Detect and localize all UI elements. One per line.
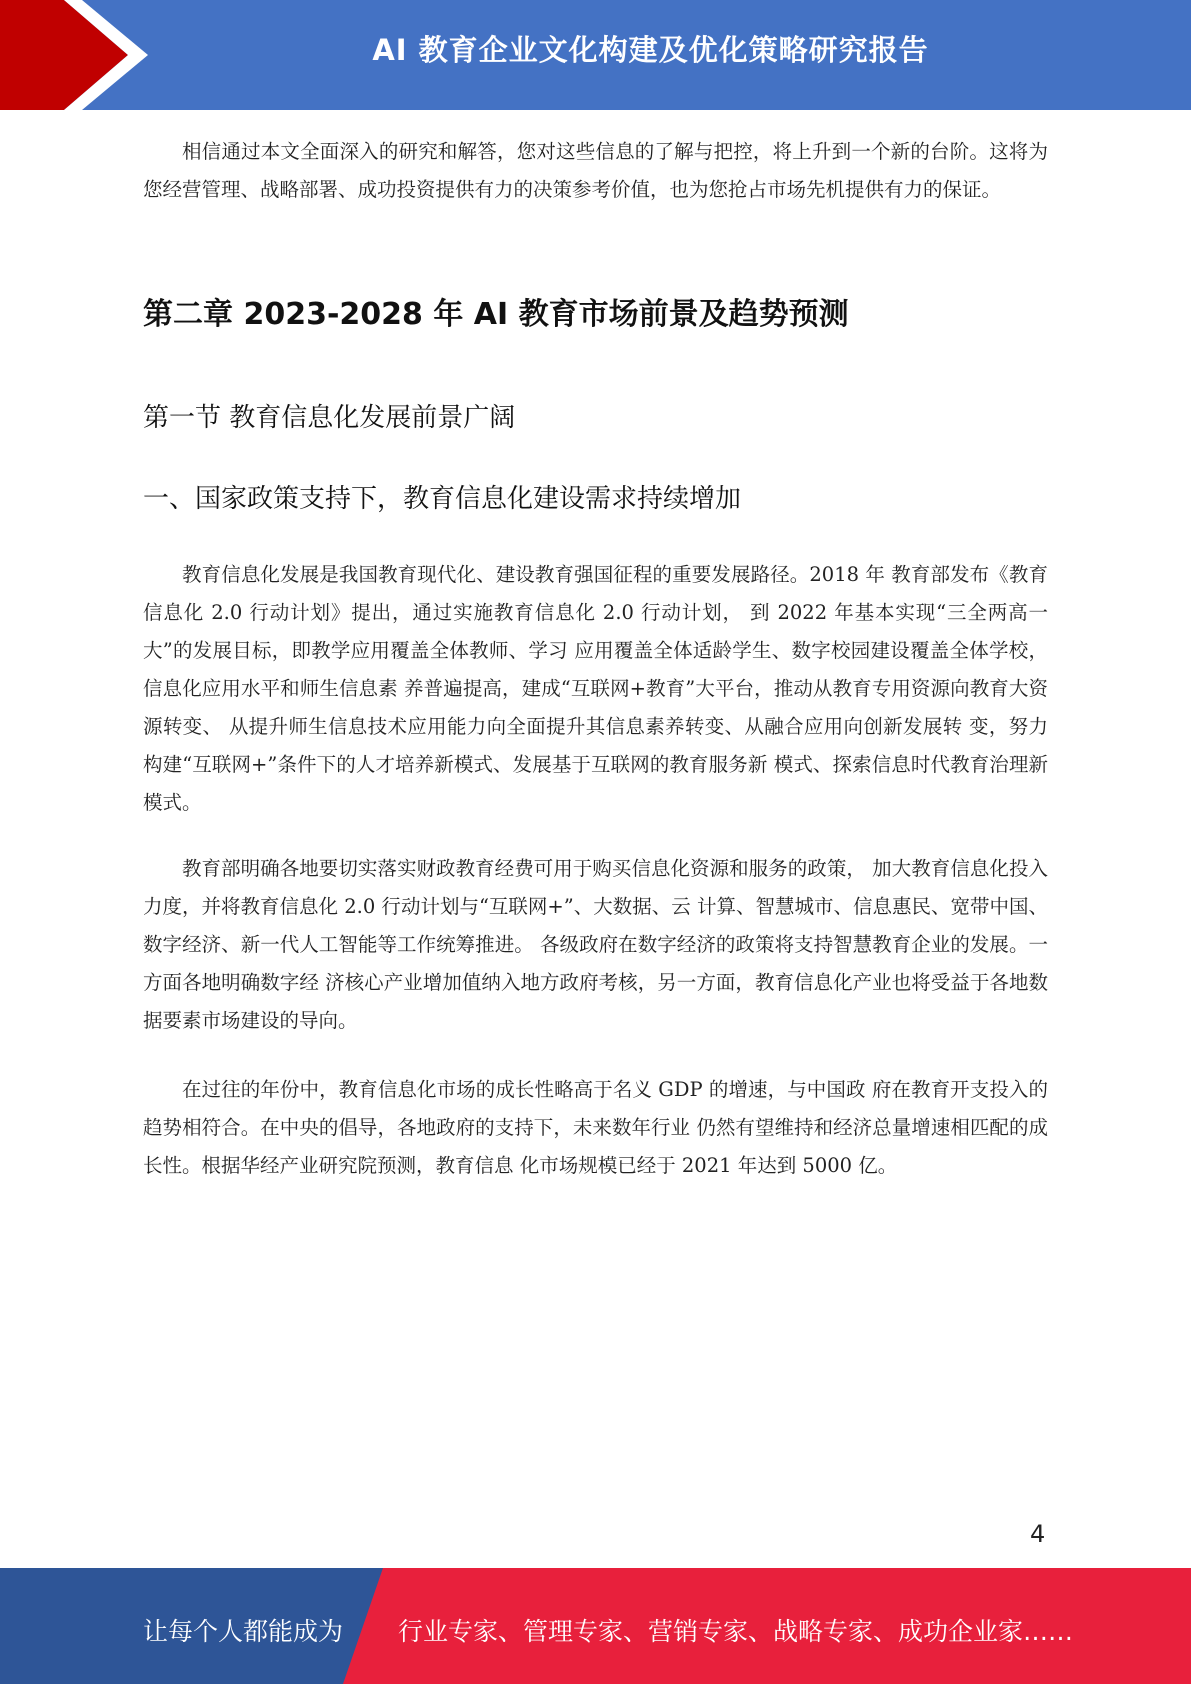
footer-slogan-right: 行业专家、管理专家、营销专家、战略专家、成功企业家……: [398, 1617, 1074, 1646]
footer-slogan-left: 让每个人都能成为: [143, 1617, 344, 1646]
body-paragraph-block: [143, 850, 1048, 1040]
page-number: 4: [1030, 1520, 1046, 1548]
body-paragraph-block: [143, 556, 1048, 822]
intro-paragraph: 相信通过本文全面深入的研究和解答，您对这些信息的了解与把控，将上升到一个新的台阶。这将为您经营管理、战略部署、成功投资提供有力的决策参考价值，也为您抢占市场先机提供有力的保证。: [143, 140, 1048, 201]
chapter-title: 第二章 2023-2028 年 AI 教育市场前景及趋势预测: [143, 297, 849, 332]
intro-block: [143, 133, 1048, 209]
body-paragraph: 教育信息化发展是我国教育现代化、建设教育强国征程的重要发展路径。2018 年 教育部发布《教育信息化 2.0 行动计划》提出，通过实施教育信息化 2.0 行动计划， 到 2022 年基本实现“三全两高一大”的发展目标，即教学应用覆盖全体教师、学习 应用覆盖全体适龄学生、数字校园建设覆盖全体学校，信息化应用水平和师生信息素 养普遍提高，建成“互联网+教育”大平台，推动从教育专用资源向教育大资源转变、 从提升师生信息技术应用能力向全面提升其信息素养转变、从融合应用向创新发展转 变，努力构建“互联网+”条件下的人才培养新模式、发展基于互联网的教育服务新 模式、探索信息时代教育治理新模式。: [143, 563, 1048, 814]
report-title: AI 教育企业文化构建及优化策略研究报告: [372, 33, 929, 67]
body-paragraph-block: [143, 1071, 1048, 1185]
subsection-title: 一、国家政策支持下，教育信息化建设需求持续增加: [143, 484, 742, 514]
body-paragraph: 教育部明确各地要切实落实财政教育经费可用于购买信息化资源和服务的政策， 加大教育信息化投入力度，并将教育信息化 2.0 行动计划与“互联网+”、大数据、云 计算、智慧城市、信息惠民、宽带中国、数字经济、新一代人工智能等工作统筹推进。 各级政府在数字经济的政策将支持智慧教育企业的发展。一方面各地明确数字经 济核心产业增加值纳入地方政府考核，另一方面，教育信息化产业也将受益于各地数 据要素市场建设的导向。: [143, 857, 1048, 1032]
body-paragraph: 在过往的年份中，教育信息化市场的成长性略高于名义 GDP 的增速，与中国政 府在教育开支投入的趋势相符合。在中央的倡导，各地政府的支持下，未来数年行业 仍然有望维持和经济总量增速相匹配的成长性。根据华经产业研究院预测，教育信息 化市场规模已经于 2021 年达到 5000 亿。: [143, 1078, 1048, 1177]
page-header: [0, 0, 1191, 110]
section-title: 第一节 教育信息化发展前景广阔: [143, 403, 516, 433]
page-footer: [0, 1568, 1191, 1684]
